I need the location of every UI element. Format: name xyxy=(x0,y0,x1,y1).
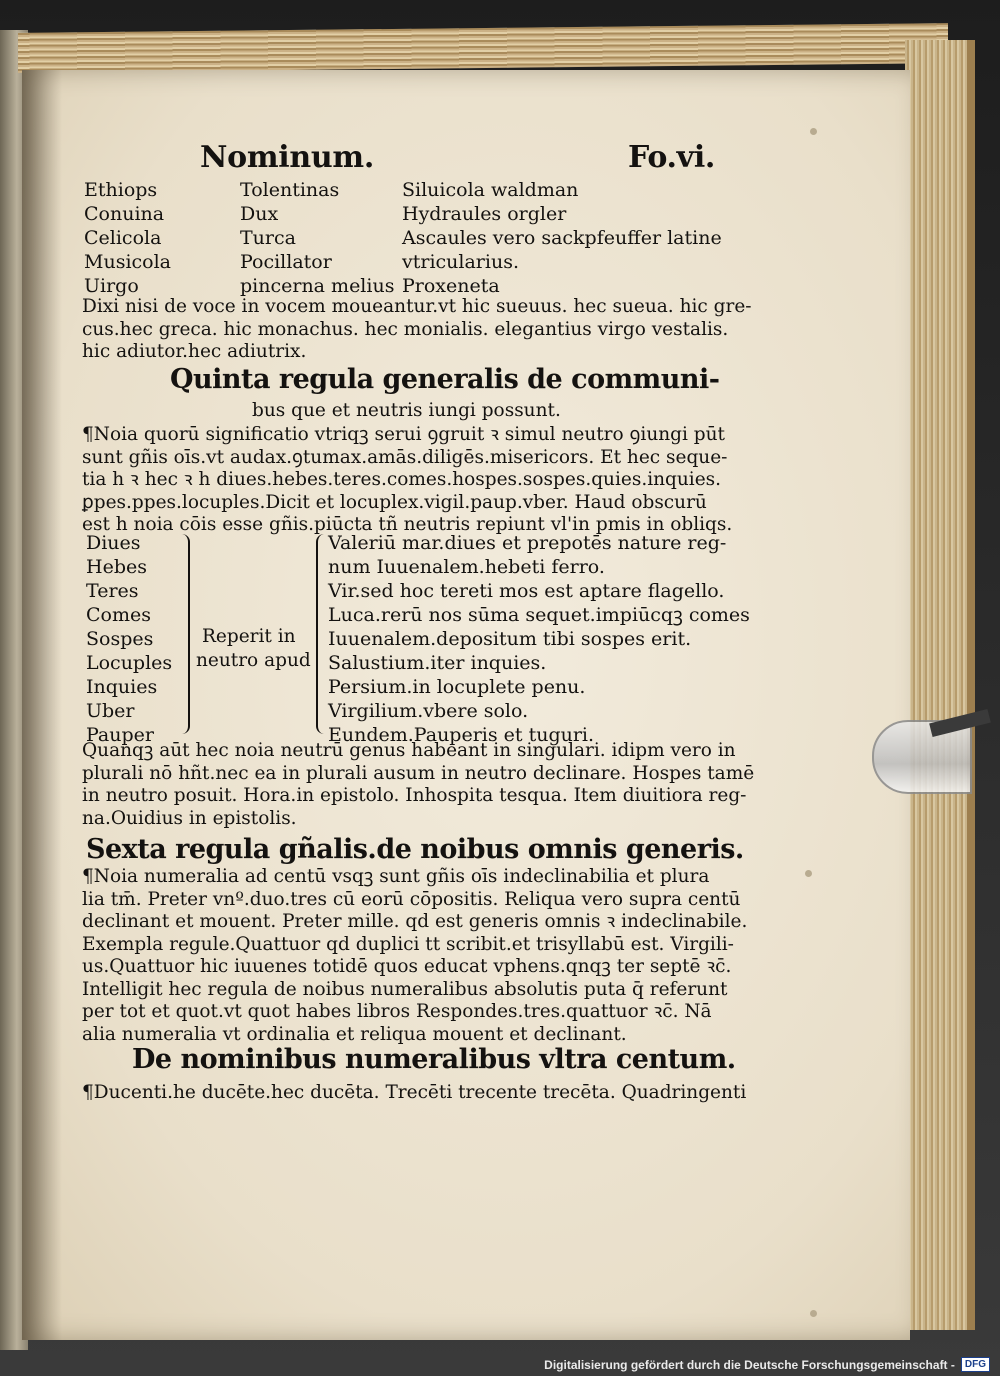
word: Tolentinas xyxy=(240,179,340,201)
word: Comes xyxy=(86,604,151,626)
word: Sospes xyxy=(86,628,154,650)
text-line: Persium.in locuplete penu. xyxy=(328,676,586,698)
running-title: Nominum. xyxy=(200,140,374,175)
text-line: est h noia cōis esse gñis.piūcta tñ neutris repiunt vl'in pmis in obliqs. xyxy=(82,514,733,535)
word: Pocillator xyxy=(240,251,332,273)
text-line: Valeriū mar.diues et prepotēs nature reg- xyxy=(328,532,727,554)
text-line: plurali nō hñt.nec ea in plurali ausum in neutro declinare. Hospes tamē xyxy=(82,762,755,784)
section-heading-numeralibus: De nominibus numeralibus vltra centum. xyxy=(132,1044,736,1075)
text-line: declinant et mouent. Preter mille. qd est generis omnis ꝛ indeclinabile. xyxy=(82,911,748,932)
word: Teres xyxy=(86,580,139,602)
text-line: Vir.sed hoc tereti mos est aptare flagello. xyxy=(328,580,725,602)
folio-number: Fo.vi. xyxy=(628,140,716,175)
paragraph-3 xyxy=(82,740,755,830)
text-line: na.Ouidius in epistolis. xyxy=(82,807,297,829)
brace-middle-line-2: neutro apud xyxy=(196,650,311,671)
text-line: tia h ꝛ hec ꝛ h diues.hebes.teres.comes.hospes.sospes.quies.inquies. xyxy=(82,469,722,490)
word: Locuples xyxy=(86,652,173,674)
word: Hebes xyxy=(86,556,147,578)
word: Inquies xyxy=(86,676,158,698)
word-column-1 xyxy=(84,178,171,298)
page-gutter-shadow xyxy=(22,70,62,1340)
right-brace xyxy=(316,534,326,734)
page-speck xyxy=(805,870,812,877)
word: Diues xyxy=(86,532,141,554)
text-line: Exempla regule.Quattuor qd duplici tt scribit.et trisyllabū est. Virgili- xyxy=(82,933,734,955)
word: Uber xyxy=(86,700,135,722)
paragraph-2 xyxy=(82,424,733,537)
text-line: Virgilium.vbere solo. xyxy=(328,700,529,722)
page-fore-edge xyxy=(905,40,975,1330)
text-line: sunt gñis oīs.vt audax.ꝯtumax.amās.diligēs.misericors. Et hec seque- xyxy=(82,446,728,468)
text-line: Luca.rerū nos sūma sequet.impiūcqꝫ comes xyxy=(328,604,750,626)
paragraph-4 xyxy=(82,866,748,1046)
text-line: us.Quattuor hic iuuenes totidē quos educat vphens.qnqꝫ ter septē ꝛc̄. xyxy=(82,956,732,977)
word-column-3 xyxy=(402,178,722,298)
word: Uirgo xyxy=(84,275,139,297)
brace-middle-line-1: Reperit in xyxy=(202,626,296,647)
word: Turca xyxy=(240,227,296,249)
word: vtricularius. xyxy=(402,251,519,273)
word: pincerna melius xyxy=(240,275,395,297)
word: Siluicola waldman xyxy=(402,179,579,201)
dfg-logo-icon: DFG xyxy=(961,1357,990,1372)
brace-table-right xyxy=(328,532,750,748)
section-heading-quinta-cont: bus que et neutris iungi possunt. xyxy=(252,400,561,421)
text-line: in neutro posuit. Hora.in epistolo. Inhospita tesqua. Item diuitiora reg- xyxy=(82,785,747,806)
text-line: per tot et quot.vt quot habes libros Respondes.tres.quattuor ꝛc̄. Nā xyxy=(82,1001,712,1022)
text-line: cus.hec greca. hic monachus. hec monialis. elegantius virgo vestalis. xyxy=(82,318,729,340)
word: Proxeneta xyxy=(402,275,500,297)
text-line: num Iuuenalem.hebeti ferro. xyxy=(328,556,605,578)
text-line: ꝑpes.ppes.locuples.Dicit et locuplex.vigil.paup.vber. Haud obscurū xyxy=(82,491,707,513)
word: Dux xyxy=(240,203,279,225)
paragraph-1 xyxy=(82,296,752,364)
word: Celicola xyxy=(84,227,162,249)
paragraph-5 xyxy=(82,1082,747,1105)
digitization-credit xyxy=(544,1357,990,1372)
text-line: ¶Noia numeralia ad centū vsqꝫ sunt gñis oīs indeclinabilia et plura xyxy=(82,866,710,887)
text-line: Quanqꝫ aūt hec noia neutrū genus habeant in singulari. idipm vero in xyxy=(82,740,736,761)
word: Ethiops xyxy=(84,179,158,201)
text-line: alia numeralia vt ordinalia et reliqua mouent et declinant. xyxy=(82,1023,627,1045)
word: Conuina xyxy=(84,203,165,225)
word: Hydraules orgler xyxy=(402,203,567,225)
text-line: Intelligit hec regula de noibus numeralibus absolutis puta q̄ referunt xyxy=(82,978,728,1000)
word: Musicola xyxy=(84,251,172,273)
word: Pauper xyxy=(86,724,154,746)
credit-text: Digitalisierung gefördert durch die Deutsche Forschungsgemeinschaft - xyxy=(544,1357,955,1372)
word: Ascaules vero sackpfeuffer latine xyxy=(402,227,722,249)
section-heading-quinta: Quinta regula generalis de communi- xyxy=(170,364,720,395)
text-line: Eundem.Pauperis et tuguri. xyxy=(328,724,595,746)
book-clip xyxy=(872,720,972,794)
text-line: Dixi nisi de voce in vocem moueantur.vt hic sueuus. hec sueua. hic gre- xyxy=(82,296,752,317)
section-heading-sexta: Sexta regula gñalis.de noibus omnis generis. xyxy=(86,834,744,865)
left-brace xyxy=(180,534,190,734)
text-line: ¶Noia quorū significatio vtriqꝫ serui ꝯgruit ꝛ simul neutro ꝯiungi pūt xyxy=(82,424,725,445)
text-line: lia tm̄. Preter vnº.duo.tres cū eorū cōpositis. Reliqua vero supra centū xyxy=(82,888,741,910)
text-line: Salustium.iter inquies. xyxy=(328,652,547,674)
page-speck xyxy=(810,128,817,135)
page-speck xyxy=(810,1310,817,1317)
text-line: ¶Ducenti.he ducēte.hec ducēta. Trecēti trecente trecēta. Quadringenti xyxy=(82,1082,747,1103)
text-line: Iuuenalem.depositum tibi sospes erit. xyxy=(328,628,692,650)
brace-table-left xyxy=(86,532,172,748)
word-column-2 xyxy=(240,178,394,298)
text-line: hic adiutor.hec adiutrix. xyxy=(82,341,307,362)
